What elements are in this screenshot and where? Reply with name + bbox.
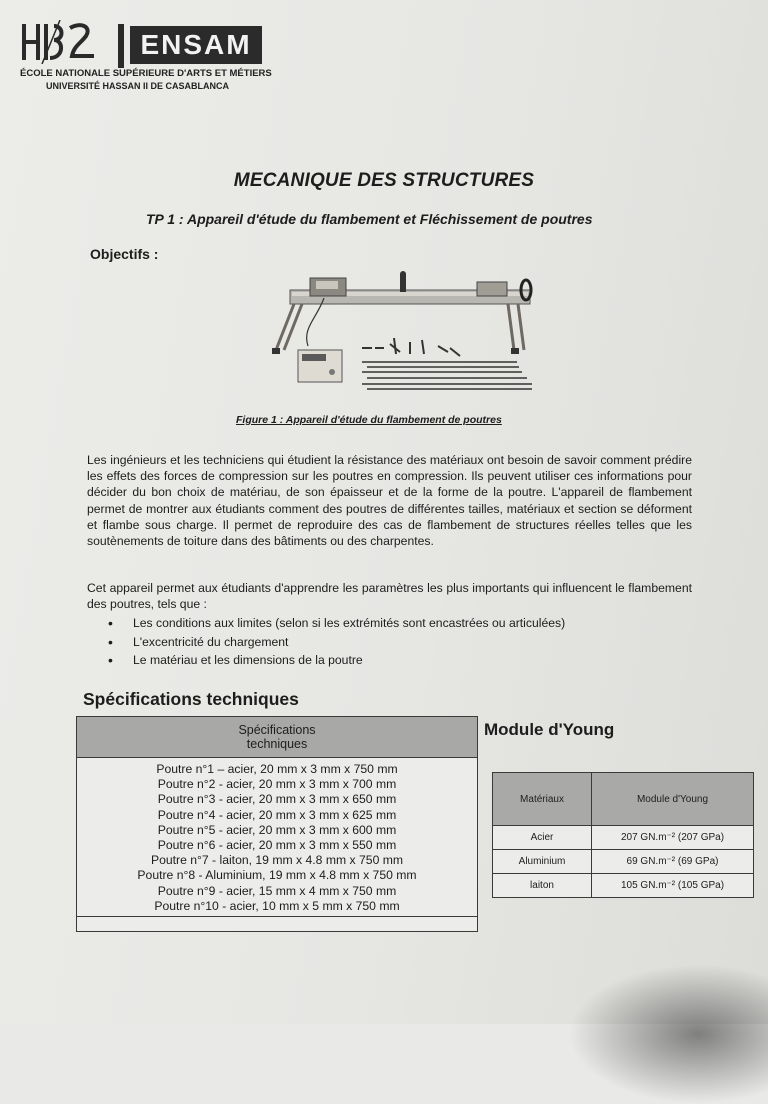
specs-table — [76, 716, 478, 932]
table-row — [493, 826, 754, 850]
ensam-emblem-icon — [20, 20, 100, 64]
table-row: Poutre n°3 - acier, 20 mm x 3 mm x 650 mm — [157, 792, 397, 807]
university-name: UNIVERSITÉ HASSAN II DE CASABLANCA — [46, 81, 230, 91]
buckling-apparatus-figure — [262, 268, 547, 398]
page-shadow — [568, 964, 768, 1104]
table-row: Poutre n°2 - acier, 20 mm x 3 mm x 700 mm — [157, 777, 397, 792]
intro-paragraph: Les ingénieurs et les techniciens qui étudient la résistance des matériaux ont besoin de savoir comment prédire les effets des forces de compression sur les poutres en compression. Ils peuvent utiliser ces informations pour décider du bon choix de matériau, de son épaisseur et de la forme de la poutre. L'appareil de flambement permet de montrer aux étudiants comment des poutres de différentes tailles, matériaux et section se déforment et flambe sous charge. Il permet de reproduire des cas de flambement de structures réelles telles que les soutènements de toiture dans des bâtiments ou des charpentes. — [87, 453, 692, 549]
logo-divider — [118, 24, 124, 68]
young-heading: Module d'Young — [484, 720, 615, 739]
lab-subtitle: TP 1 : Appareil d'étude du flambement et Fléchissement de poutres — [146, 211, 593, 227]
parameter-list — [108, 614, 565, 670]
modulus-cell: 105 GN.m⁻² (105 GPa) — [592, 874, 754, 898]
objectives-paragraph: Cet appareil permet aux étudiants d'apprendre les paramètres les plus importants qui influencent le flambement des poutres, tels que : — [87, 581, 692, 612]
material-cell: laiton — [493, 874, 592, 898]
specs-table-body — [77, 758, 477, 914]
list-item: • Le matériau et les dimensions de la poutre — [108, 651, 565, 670]
table-row: Poutre n°1 – acier, 20 mm x 3 mm x 750 mm — [156, 762, 398, 776]
column-header: Matériaux — [493, 773, 592, 826]
table-row: Poutre n°10 - acier, 10 mm x 5 mm x 750 mm — [154, 898, 400, 913]
table-header-row — [493, 773, 754, 826]
list-item: • Les conditions aux limites (selon si les extrémités sont encastrées ou articulées) — [108, 614, 565, 633]
table-row — [493, 874, 754, 898]
specs-table-empty-row — [77, 916, 477, 931]
table-row: Poutre n°5 - acier, 20 mm x 3 mm x 600 mm — [157, 822, 397, 837]
table-row: Poutre n°7 - laiton, 19 mm x 4.8 mm x 750 mm — [150, 853, 404, 868]
column-header: Module d'Young — [592, 773, 754, 826]
logo-wordmark: ENSAM — [130, 26, 262, 64]
objectives-label: Objectifs : — [90, 246, 159, 262]
material-cell: Aluminium — [493, 850, 592, 874]
page-title: MECANIQUE DES STRUCTURES — [233, 170, 535, 191]
ensam-logo — [20, 18, 270, 98]
material-cell: Acier — [493, 826, 592, 850]
specs-heading: Spécifications techniques — [83, 689, 299, 709]
table-row: Poutre n°6 - acier, 20 mm x 3 mm x 550 mm — [157, 838, 397, 853]
specs-table-header — [77, 717, 477, 758]
young-modulus-table — [492, 772, 754, 898]
list-item: • L'excentricité du chargement — [108, 633, 565, 652]
table-row: Poutre n°8 - Aluminium, 19 mm x 4.8 mm x 750 mm — [137, 868, 417, 883]
modulus-cell: 69 GN.m⁻² (69 GPa) — [592, 850, 754, 874]
school-name: ÉCOLE NATIONALE SUPÉRIEURE D'ARTS ET MÉTIERS — [20, 68, 272, 79]
table-row: Poutre n°4 - acier, 20 mm x 3 mm x 625 mm — [157, 807, 397, 822]
figure-caption: Figure 1 : Appareil d'étude du flambement de poutres — [236, 414, 502, 426]
modulus-cell: 207 GN.m⁻² (207 GPa) — [592, 826, 754, 850]
table-row — [493, 850, 754, 874]
specs-header-label: Spécifications techniques — [238, 723, 316, 751]
table-row: Poutre n°9 - acier, 15 mm x 4 mm x 750 mm — [157, 883, 397, 898]
